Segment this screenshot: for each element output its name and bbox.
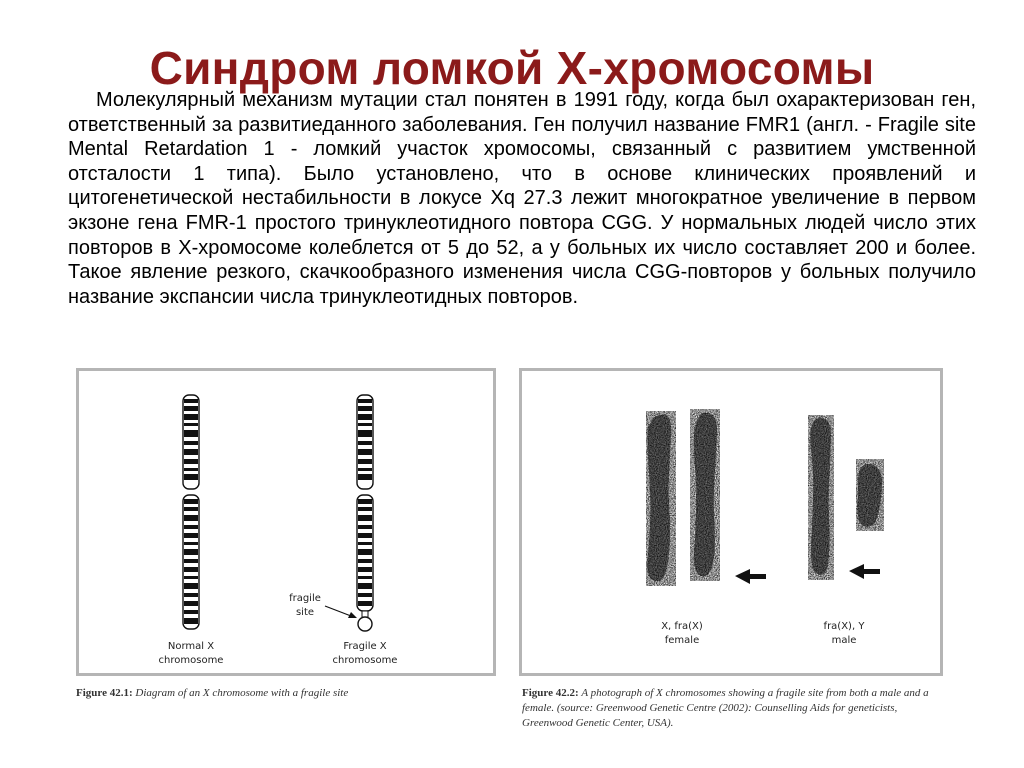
female-label-1: X, fra(X): [661, 621, 703, 632]
male-label-2: male: [831, 635, 857, 646]
figure-1-caption-label: Figure 42.1:: [76, 687, 133, 699]
fragile-site-label-2: site: [295, 607, 315, 618]
fragile-label-1: Fragile X: [343, 641, 387, 652]
fragile-site-label-1: fragile: [289, 593, 321, 604]
figure-2-caption: [522, 686, 942, 731]
figure-1-caption: [76, 686, 496, 701]
figure-chromosome-photo: [519, 368, 943, 676]
figure-chromosome-diagram: [76, 368, 496, 676]
male-label-1: fra(X), Y: [823, 621, 865, 632]
fragile-x-chromosome: [357, 395, 373, 631]
chromosome-diagram-svg: [79, 371, 493, 673]
normal-label-2: chromosome: [158, 655, 224, 666]
chromosome-photo-svg: [522, 371, 940, 673]
male-fragile-arrow: [849, 564, 880, 579]
female-label-2: female: [664, 635, 700, 646]
figure-2-caption-label: Figure 42.2:: [522, 687, 579, 699]
figure-2-caption-text: A photograph of X chromosomes showing a fragile site from both a male and a female. (source: Greenwood Genetic Centre (2002): Counselling Aids for geneticists, Greenwood Genetic Center, USA).: [522, 687, 929, 729]
figure-1-caption-text: Diagram of an X chromosome with a fragile site: [135, 687, 349, 699]
page-title: Синдром ломкой Х-хромосомы: [149, 41, 875, 94]
normal-label-1: Normal X: [167, 641, 215, 652]
fragile-label-2: chromosome: [332, 655, 398, 666]
fragile-site-pointer: [325, 606, 351, 616]
normal-x-chromosome: [183, 395, 199, 629]
female-fragile-arrow: [735, 569, 766, 584]
body-paragraph: Молекулярный механизм мутации стал понятен в 1991 году, когда был охарактеризован ген, ответственный за развитиеданного заболевания. Ген получил название FMR1 (англ. - Fragile site Mental Retardation 1 - ломкий участок хромосомы, связанный с развитием умственной отсталости 1 типа). Было установлено, что в основе клинических проявлений и цитогенетической нестабильности в локусе Xq 27.3 лежит многократное увеличение в первом экзоне гена FMR-1 простого тринуклеотидного повтора CGG. У нормальных людей число этих повторов в X-хромосоме колеблется от 5 до 52, а у больных их число составляет 200 и более. Такое явление резкого, скачкообразного изменения числа CGG-повторов у больных получило название экспансии числа тринуклеотидных повторов.: [68, 89, 976, 308]
